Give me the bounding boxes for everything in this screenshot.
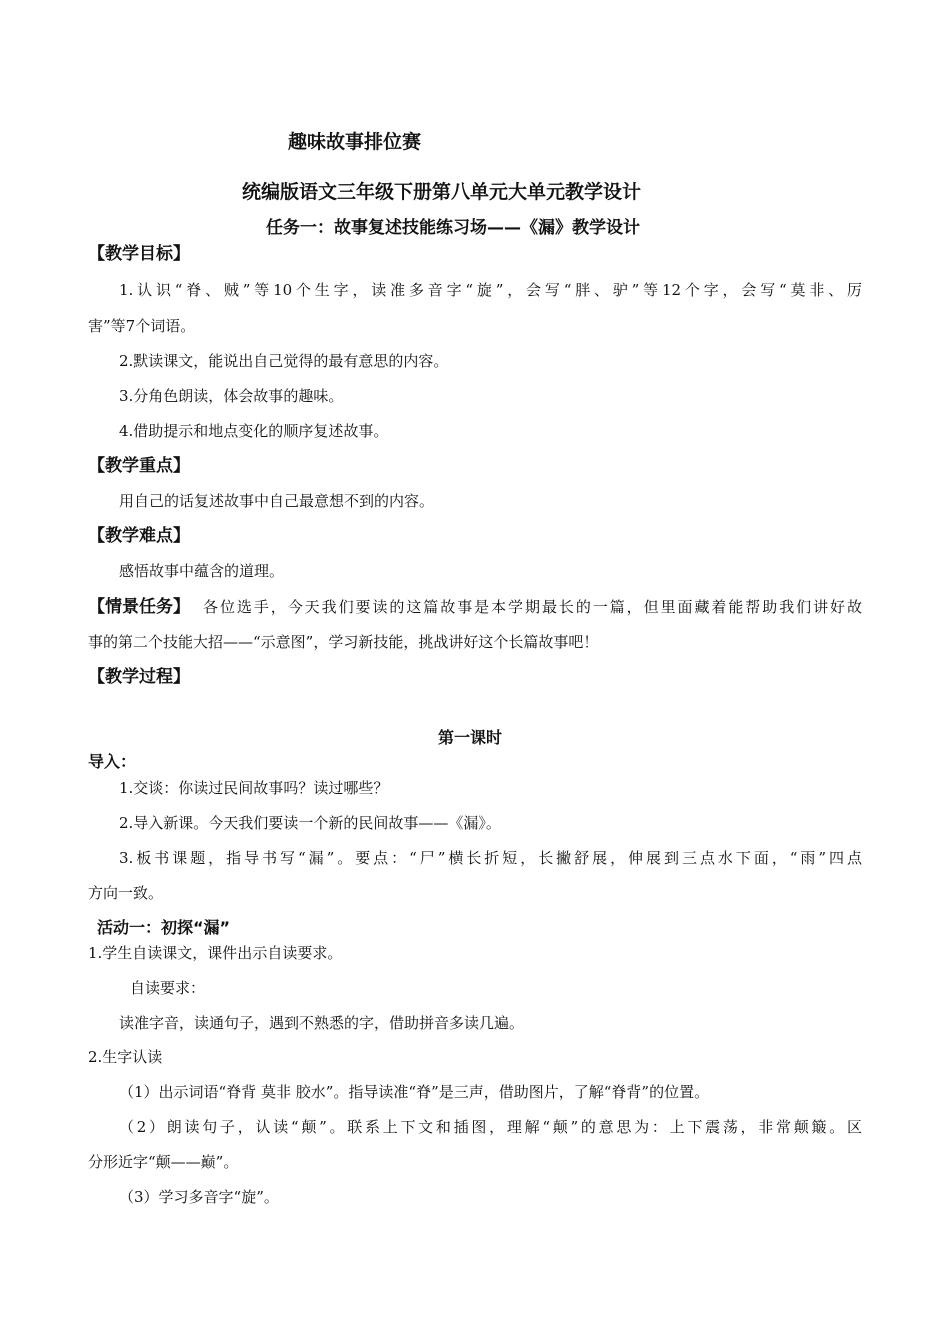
objective-item-1-cont: 害”等7个词语。 [88,317,196,335]
task-title: 任务一：故事复述技能练习场——《漏》教学设计 [266,218,640,238]
objective-item-4: 4.借助提示和地点变化的顺序复述故事。 [119,422,389,440]
intro-heading: 导入： [88,752,137,771]
activity-1-heading: 活动一：初探“漏” [97,918,231,937]
scenario-text-cont: 事的第二个技能大招——“示意图”，学习新技能，挑战讲好这个长篇故事吧！ [88,633,599,651]
objectives-heading: 【教学目标】 [88,244,190,264]
intro-item-2: 2.导入新课。今天我们要读一个新的民间故事——《漏》。 [119,814,501,832]
scenario-heading: 【情景任务】 [88,597,190,617]
scenario-text: 各位选手，今天我们要读的这篇故事是本学期最长的一篇，但里面藏着能帮助我们讲好故 [203,598,862,616]
objective-item-3: 3.分角色朗读，体会故事的趣味。 [119,387,344,405]
activity-1-step-1: 1.学生自读课文，课件出示自读要求。 [88,944,343,962]
reading-requirement-text: 读准字音，读通句子，遇到不熟悉的字，借助拼音多读几遍。 [119,1014,525,1032]
difficulty-heading: 【教学难点】 [88,526,190,546]
intro-item-3: 3.板书课题，指导书写“漏”。要点：“尸”横长折短，长撇舒展，伸展到三点水下面，“雨”四点 [119,849,862,867]
new-word-sub-2: （2）朗读句子，认读“颠”。联系上下文和插图，理解“颠”的意思为：上下震荡，非常颠簸。区 [119,1118,862,1136]
key-point-heading: 【教学重点】 [88,456,190,476]
objective-item-2: 2.默读课文，能说出自己觉得的最有意思的内容。 [119,352,449,370]
process-heading: 【教学过程】 [88,667,190,687]
intro-item-1: 1.交谈：你读过民间故事吗？读过哪些？ [119,779,389,797]
key-point-text: 用自己的话复述故事中自己最意想不到的内容。 [119,492,435,510]
main-title: 统编版语文三年级下册第八单元大单元教学设计 [242,181,642,203]
lesson-title: 第一课时 [438,728,503,747]
series-title: 趣味故事排位赛 [288,131,422,153]
intro-item-3-cont: 方向一致。 [88,884,164,902]
objective-item-1: 1.认识“脊、贼”等10个生字，读准多音字“旋”，会写“胖、驴”等12个字，会写“莫非、厉 [119,281,862,299]
reading-requirement-label: 自读要求： [130,979,206,997]
activity-1-step-2: 2.生字认读 [88,1048,163,1066]
new-word-sub-1: （1）出示词语“脊背 莫非 胶水”。指导读准“脊”是三声，借助图片，了解“脊背”的位置。 [119,1083,710,1101]
new-word-sub-2-cont: 分形近字“颠——巅”。 [88,1153,239,1171]
difficulty-text: 感悟故事中蕴含的道理。 [119,562,285,580]
new-word-sub-3: （3）学习多音字“旋”。 [119,1188,279,1206]
